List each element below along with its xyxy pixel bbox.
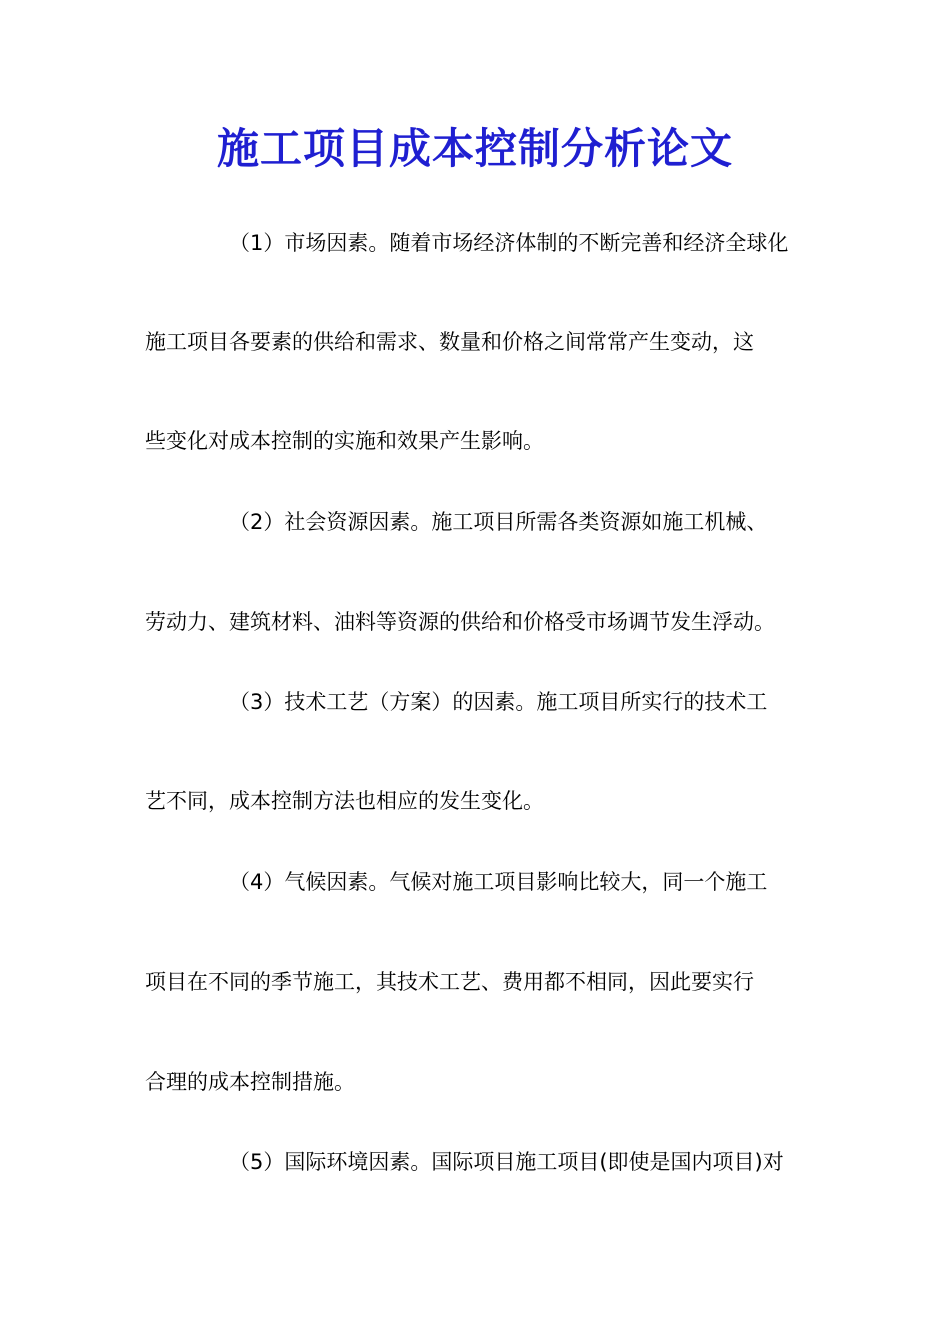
paragraph-1-line-3: 些变化对成本控制的实施和效果产生影响。: [145, 429, 544, 453]
paragraph-4-line-2: 项目在不同的季节施工，其技术工艺、费用都不相同，因此要实行: [145, 970, 754, 994]
paragraph-2-line-1: （2）社会资源因素。施工项目所需各类资源如施工机械、: [229, 510, 768, 534]
paragraph-4-line-1: （4）气候因素。气候对施工项目影响比较大，同一个施工: [229, 870, 768, 894]
document-title: 施工项目成本控制分析论文: [216, 124, 733, 173]
paragraph-1-line-1: （1）市场因素。随着市场经济体制的不断完善和经济全球化: [229, 231, 789, 255]
paragraph-2-line-2: 劳动力、建筑材料、油料等资源的供给和价格受市场调节发生浮动。: [145, 610, 775, 634]
paragraph-3-line-2: 艺不同，成本控制方法也相应的发生变化。: [145, 789, 544, 813]
paragraph-5-line-1: （5）国际环境因素。国际项目施工项目(即使是国内项目)对: [229, 1150, 784, 1174]
paragraph-1-line-2: 施工项目各要素的供给和需求、数量和价格之间常常产生变动，这: [145, 330, 754, 354]
paragraph-3-line-1: （3）技术工艺（方案）的因素。施工项目所实行的技术工: [229, 690, 768, 714]
paragraph-4-line-3: 合理的成本控制措施。: [145, 1070, 355, 1094]
